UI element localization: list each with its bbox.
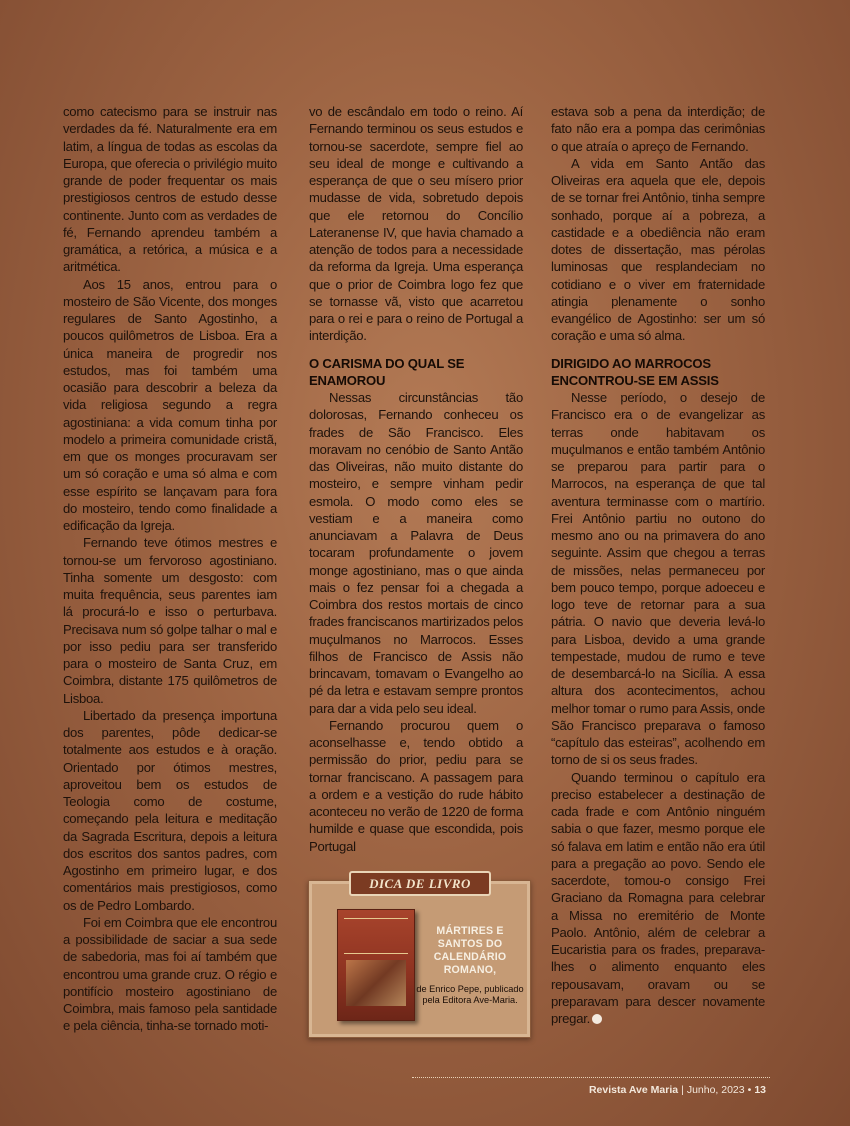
paragraph: Quando terminou o capítulo era preciso estabelecer a destinação de cada frade e com Antônio ninguém sabia o que fazer, mesmo porque ele só falava em latim e então não era útil para a pregação ao povo. Sendo ele sacerdote, tomou-o consigo Frei Graciano da Romagna para celebrar a Missa no eremitério de Monte Paolo. Antônio, além de celebrar a Eucaristia para os frades, preparava-lhes o alimento enquanto eles repousavam, oravam ou se preparavam para descer novamente pregar.	[551, 769, 765, 1026]
paragraph: estava sob a pena da interdição; de fato não era a pompa das cerimônias o que atraía o apreço de Fernando.	[551, 104, 765, 154]
footer-magazine: Revista Ave Maria	[588, 1084, 679, 1096]
book-info	[413, 925, 527, 1006]
section-heading: DIRIGIDO AO MARROCOS ENCONTROU-SE EM ASSIS	[551, 355, 719, 388]
footer-date: Junho, 2023	[686, 1084, 745, 1096]
page-number: 13	[754, 1084, 766, 1096]
book-title: MÁRTIRES E SANTOS DO CALENDÁRIO ROMANO,	[433, 925, 507, 976]
paragraph: Fernando teve ótimos mestres e tornou-se um fervoroso agostiniano. Tinha somente um desgosto: com muita frequência, seus parentes iam lá procurá-lo e isso o perturbava. Precisava num só golpe talhar o mal e por isso pediu para ser transferido para o mosteiro de Santa Cruz, em Coimbra, distante 175 quilômetros de Lisboa.	[63, 535, 277, 706]
book-cover-title-band	[344, 918, 408, 954]
paragraph: Foi em Coimbra que ele encontrou a possibilidade de saciar a sua sede de sabedoria, mas foi aí também que encontrou uma grande cruz. O régio e pontifício mosteiro agostiniano de Coimbra, mais famoso pela santidade e pela ciência, tinha-se tornado moti-	[63, 914, 277, 1034]
paragraph: A vida em Santo Antão das Oliveiras era aquela que ele, depois de se tornar frei Antônio, tinha sempre sonhado, porque aí a pobreza, a castidade e a obediência não eram dotes de dissertação, mas pérolas luminosas que resplandeciam no cotidiano e o viver em fraternidade atingia plenamente o sonho evangélico de Agostinho: ser um só coração e uma só alma.	[551, 155, 765, 344]
book-cover-image	[337, 909, 415, 1021]
paragraph: Nessas circunstâncias tão dolorosas, Fernando conheceu os frades de São Francisco. Eles moravam no cenóbio de Santo Antão das Oliveiras, não muito distante do mosteiro, e sempre vinham pedir esmola. O modo como eles se vestiam e a maneira como anunciavam a Palavra de Deus tocaram profundamente o jovem monge agostiniano, mas o que ainda mais o fez pensar foi a chegada a Coimbra dos restos mortais de cinco frades franciscanos martirizados pelos muçulmanos no Marrocos. Esses filhos de Francisco de Assis não brincavam, tomavam o Evangelho ao pé da letra e estavam sempre prontos para dar a vida pelo seu ideal.	[309, 390, 523, 716]
paragraph: Nesse período, o desejo de Francisco era o de evangelizar as terras onde habitavam os muçulmanos e então também Antônio se preparou para partir para o Marrocos, na esperança de que tal aventura terminasse com o martírio. Frei Antônio partiu no outono do mesmo ano ou na primavera do ano seguinte. Assim que chegou a terras de missões, nelas permaneceu por bem pouco tempo, porque adoeceu e logo teve de retornar para a sua pátria. O navio que deveria levá-lo para Lisboa, devido a uma grande tempestade, mudou de rumo e teve de desembarcá-lo na Sicília. A essa altura dos acontecimentos, achou melhor tomar o rumo para Assis, onde São Francisco preparava o famoso “capítulo das esteiras”, acolhendo em torno de si os seus frades.	[551, 390, 765, 768]
book-tip-tag: DICA DE LIVRO	[349, 871, 491, 896]
footer-rule	[412, 1077, 770, 1078]
paragraph: vo de escândalo em todo o reino. Aí Fernando terminou os seus estudos e tornou-se sacerdote, sempre fiel ao seu ideal de monge e cultivando a esperança de que o seu mísero prior mudasse de vida, sobretudo depois que ele retornou do Concílio Lateranense IV, que havia chamado a atenção de todos para a necessidade da reforma da Igreja. Uma esperança que o prior de Coimbra logo fez que se tornasse vã, visto que acarretou para o rei e para o reino de Portugal a interdição.	[309, 104, 523, 344]
article-column-2	[309, 103, 523, 855]
book-tip-box	[308, 876, 531, 1038]
paragraph: Aos 15 anos, entrou para o mosteiro de São Vicente, dos monges regulares de Santo Agostinho, a poucos quilômetros de Lisboa. Era a única maneira de progredir nos estudos, mas foi também uma ocasião para descobrir a beleza da vida religiosa segundo a regra agostiniana: a vida comum tinha por modelo a primeira comunidade cristã, em que os monges procuravam ser um só coração e uma só alma e com esse espírito se lançavam para fora do mosteiro, tendo como finalidade a edificação da Igreja.	[63, 276, 277, 533]
page-footer	[589, 1084, 766, 1096]
article-column-1	[63, 103, 277, 1035]
footer-separator: |	[681, 1084, 684, 1096]
book-cover-art	[346, 960, 406, 1006]
footer-bullet: •	[747, 1084, 752, 1096]
section-heading: O CARISMA DO QUAL SE ENAMOROU	[309, 355, 465, 388]
paragraph: como catecismo para se instruir nas verdades da fé. Naturalmente era em latim, a língua de todas as escolas da Europa, que oferecia o privilégio muito grande de poder frequentar os mais prestigiosos centros de estudo desse continente. Junto com as verdades de fé, Fernando aprendeu também a gramática, a retórica, a música e a aritmética.	[63, 104, 277, 275]
book-meta: de Enrico Pepe, publicado pela Editora Ave-Maria.	[416, 984, 524, 1005]
paragraph: Fernando procurou quem o aconselhasse e, tendo obtido a permissão do prior, pediu para se tornar franciscano. A passagem para a ordem e a vestição do rude hábito aconteceu no verão de 1220 de forma humilde e quase que escondida, pois Portugal	[309, 717, 523, 854]
article-column-3	[551, 103, 765, 1027]
end-of-article-icon	[592, 1014, 602, 1024]
paragraph: Libertado da presença importuna dos parentes, pôde dedicar-se totalmente aos estudos e à oração. Orientado por ótimos mestres, aproveitou bem os estudos de Teologia como de costume, começando pela leitura e meditação da Sagrada Escritura, depois a leitura dos escritos dos santos padres, com Agostinho em primeiro lugar, e dos comentários mais prestigiosos, como os de Pedro Lombardo.	[63, 707, 277, 913]
